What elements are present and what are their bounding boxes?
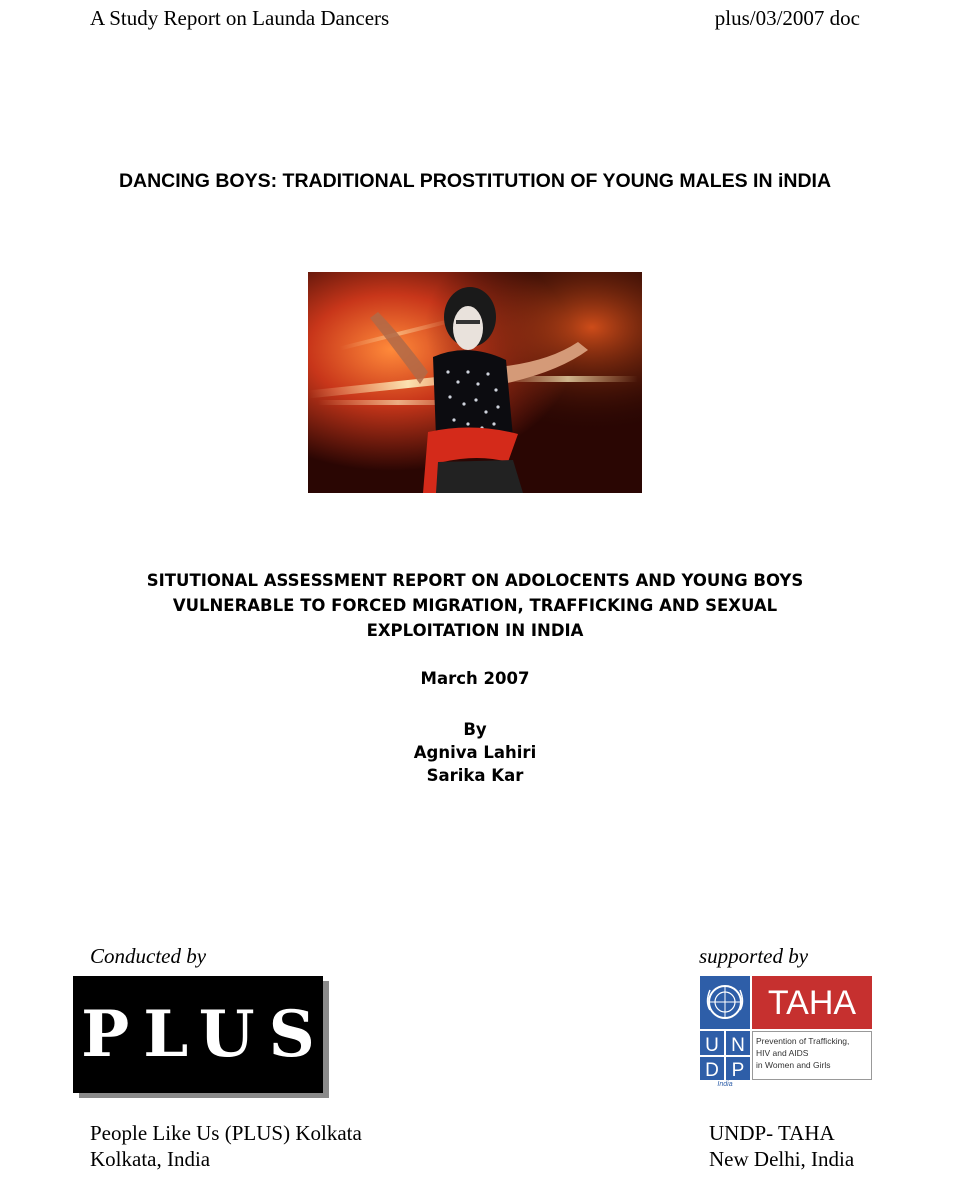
author-name: Sarika Kar <box>426 766 524 785</box>
header-right-text: plus/03/2007 doc <box>714 6 860 30</box>
plus-address <box>90 1120 362 1172</box>
plus-logo <box>73 976 329 1093</box>
conducted-by-label: Conducted by <box>90 944 207 968</box>
undp-address <box>709 1120 854 1172</box>
undp-letter: U <box>705 1035 719 1056</box>
undp-letter: N <box>731 1035 745 1056</box>
undp-country: India <box>717 1081 733 1088</box>
undp-letter: D <box>705 1060 719 1081</box>
report-title: DANCING BOYS: TRADITIONAL PROSTITUTION OF YOUNG MALES IN iNDIA <box>118 170 832 192</box>
address-line: UNDP- TAHA <box>709 1121 835 1145</box>
address-line: Kolkata, India <box>90 1147 211 1171</box>
by-label: By <box>463 720 487 739</box>
header-left-text: A Study Report on Launda Dancers <box>90 6 390 30</box>
cover-photo <box>308 272 642 493</box>
assessment-subtitle <box>80 568 870 643</box>
author-name: Agniva Lahiri <box>413 743 537 762</box>
taha-tagline-line: in Women and Girls <box>756 1060 831 1070</box>
byline <box>0 718 950 787</box>
taha-logo-text: TAHA <box>767 984 857 1022</box>
plus-logo-text: PLUS <box>81 997 329 1072</box>
supported-by-label: supported by <box>699 944 809 968</box>
undp-taha-logo <box>700 976 872 1088</box>
un-emblem-icon <box>708 986 743 1018</box>
assessment-line: SITUTIONAL ASSESSMENT REPORT ON ADOLOCENTS AND YOUNG BOYS <box>146 571 804 590</box>
assessment-line: VULNERABLE TO FORCED MIGRATION, TRAFFICKING AND SEXUAL <box>172 596 778 615</box>
address-line: New Delhi, India <box>709 1147 855 1171</box>
report-date: March 2007 <box>420 669 530 688</box>
taha-tagline-line: Prevention of Trafficking, <box>756 1036 850 1046</box>
address-line: People Like Us (PLUS) Kolkata <box>90 1121 362 1145</box>
taha-tagline-line: HIV and AIDS <box>756 1048 809 1058</box>
undp-letter: P <box>731 1060 745 1081</box>
assessment-line: EXPLOITATION IN INDIA <box>366 621 584 640</box>
